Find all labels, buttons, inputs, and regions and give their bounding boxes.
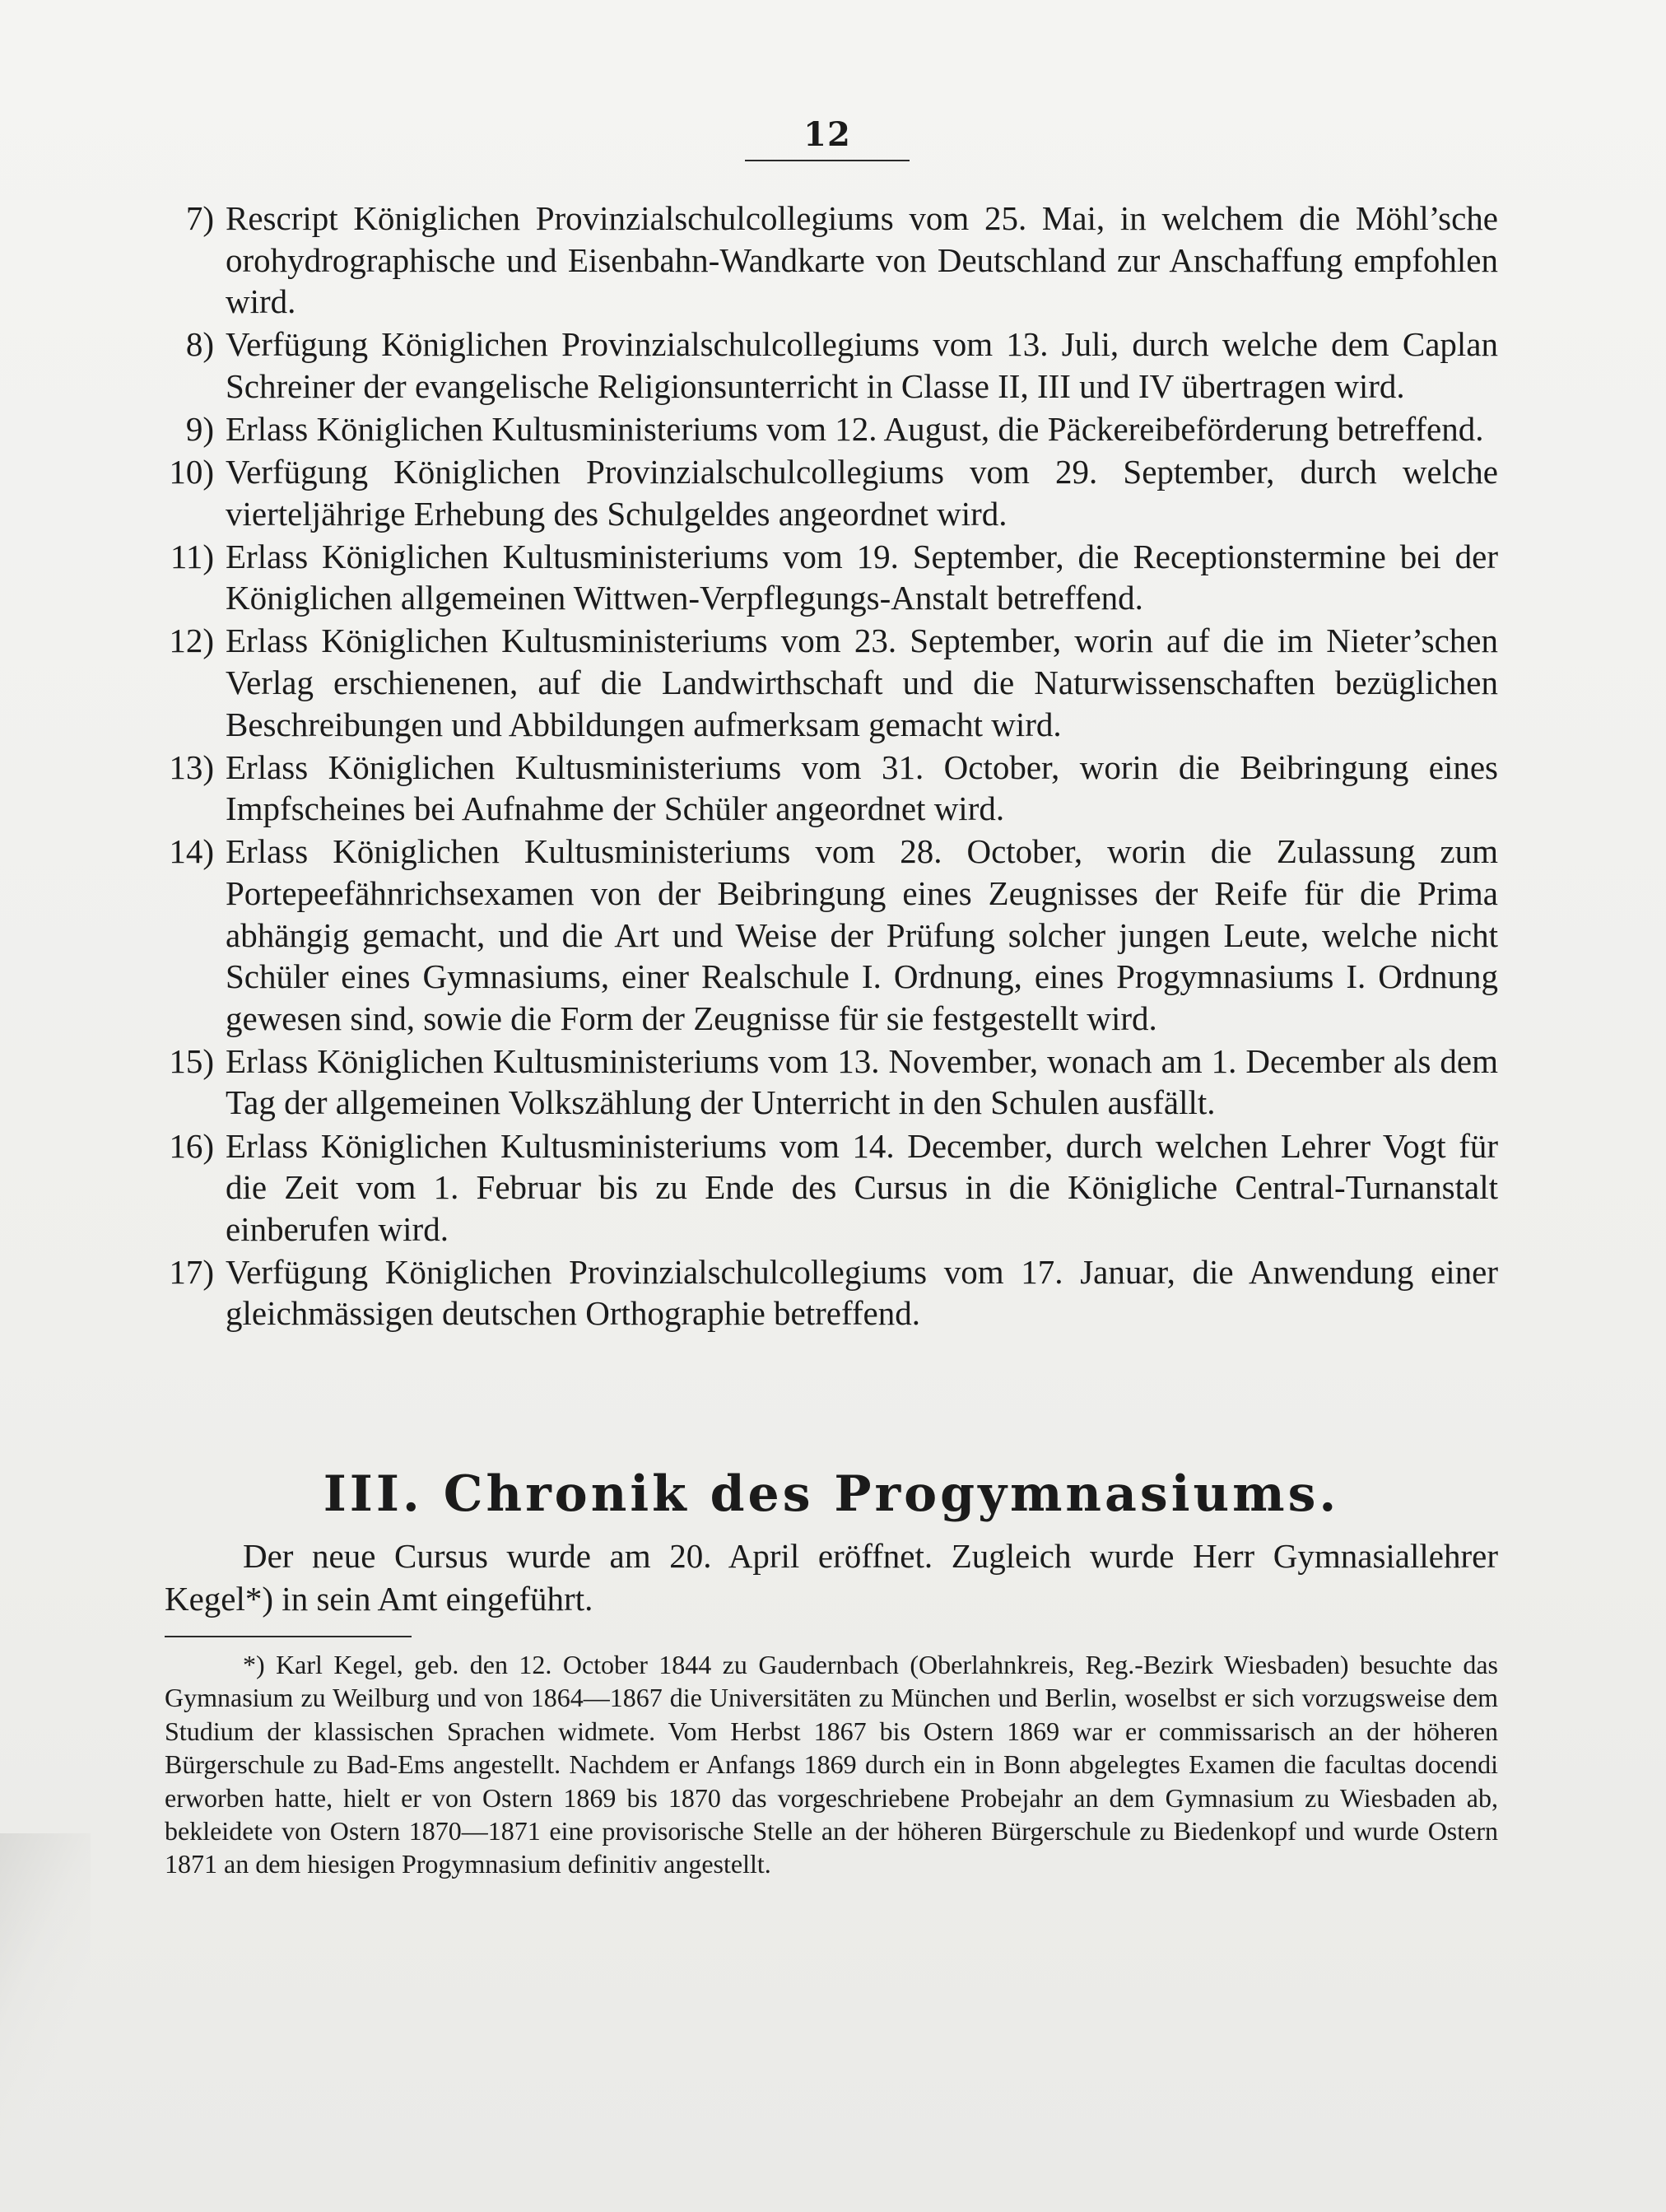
list-item <box>165 324 1498 407</box>
item-text: Erlass Königlichen Kultusministeriums vom 14. December, durch welchen Lehrer Vogt für die Zeit vom 1. Februar bis zu Ende des Cursus in die Königliche Central-Turnanstalt einberufen wird. <box>226 1126 1498 1248</box>
item-number: 7) <box>185 199 214 237</box>
chapter-heading: III. Chronik des Progymnasiums. <box>323 1465 1340 1523</box>
list-item <box>165 408 1498 450</box>
item-number: 17) <box>169 1252 214 1291</box>
item-text: Erlass Königlichen Kultusministeriums vom 23. September, worin auf die im Nieter’schen Verlag erschienenen, auf die Landwirthschaft und die Naturwissenschaften bezüglichen Beschreibungen und Abbildungen aufmerksam gemacht wird. <box>226 622 1498 743</box>
decree-list <box>165 198 1498 1336</box>
item-text: Erlass Königlichen Kultusministeriums vom 28. October, worin die Zulassung zum Portepeefähnrichsexamen von der Beibringung eines Zeugnisses der Reife für die Prima abhängig gemacht, und die Art und Weise der Prüfung solcher jungen Leute, welche nicht Schüler eines Gymnasiums, einer Realschule I. Ordnung, eines Progymnasiums I. Ordnung gewesen sind, sowie die Form der Zeugnisse für sie festgestellt wird. <box>226 832 1498 1037</box>
item-text: Verfügung Königlichen Provinzialschulcollegiums vom 13. Juli, durch welche dem Caplan Schreiner der evangelische Religionsunterricht in Classe II, III und IV übertragen wird. <box>226 325 1498 405</box>
item-text: Erlass Königlichen Kultusministeriums vom 19. September, die Receptionstermine bei der Königlichen allgemeinen Wittwen-Verpflegungs-Anstalt betreffend. <box>226 537 1498 617</box>
item-number: 16) <box>169 1126 214 1165</box>
list-item <box>165 1125 1498 1250</box>
list-item <box>165 451 1498 534</box>
item-number: 10) <box>169 453 214 491</box>
list-item <box>165 1041 1498 1124</box>
page-number: 12 <box>803 115 851 154</box>
list-item <box>165 198 1498 323</box>
footnote-rule <box>165 1636 412 1637</box>
item-number: 11) <box>170 537 214 575</box>
item-number: 14) <box>169 832 214 871</box>
item-number: 8) <box>185 325 214 364</box>
item-number: 12) <box>169 622 214 660</box>
page-edge-shadow <box>0 1833 91 2212</box>
item-text: Rescript Königlichen Provinzialschulcollegiums vom 25. Mai, in welchem die Möhl’sche orohydrographische und Eisenbahn-Wandkarte von Deutschland zur Anschaffung empfohlen wird. <box>226 199 1498 321</box>
list-item <box>165 1251 1498 1334</box>
item-text: Verfügung Königlichen Provinzialschulcollegiums vom 29. September, durch welche vierteljährige Erhebung des Schulgeldes angeordnet wird. <box>226 453 1498 533</box>
item-number: 9) <box>185 409 214 448</box>
list-item <box>165 831 1498 1039</box>
list-item <box>165 747 1498 830</box>
intro-paragraph: Der neue Cursus wurde am 20. April eröffnet. Zugleich wurde Herr Gymnasiallehrer Kegel*) in sein Amt eingeführt. <box>165 1537 1498 1618</box>
item-text: Verfügung Königlichen Provinzialschulcollegiums vom 17. Januar, die Anwendung einer gleichmässigen deutschen Orthographie betreffend. <box>226 1252 1498 1333</box>
list-item <box>165 536 1498 619</box>
item-number: 13) <box>169 747 214 786</box>
list-item <box>165 620 1498 745</box>
item-number: 15) <box>169 1041 214 1080</box>
item-text: Erlass Königlichen Kultusministeriums vom 12. August, die Päckereibeförderung betreffend. <box>226 409 1484 448</box>
item-text: Erlass Königlichen Kultusministeriums vom 13. November, wonach am 1. December als dem Tag der allgemeinen Volkszählung der Unterricht in den Schulen ausfällt. <box>226 1041 1498 1122</box>
footnote: *) Karl Kegel, geb. den 12. October 1844 zu Gaudernbach (Oberlahnkreis, Reg.-Bezirk Wiesbaden) besuchte das Gymnasium zu Weilburg und von 1864—1867 die Universitäten zu München und Berlin, woselbst er sich vorzugsweise dem Studium der klassischen Sprachen widmete. Vom Herbst 1867 bis Ostern 1869 war er commissarisch an der höheren Bürgerschule zu Bad-Ems angestellt. Nachdem er Anfangs 1869 durch ein in Bonn abgelegtes Examen die facultas docendi erworben hatte, hielt er von Ostern 1869 bis 1870 das vorgeschriebene Probejahr an dem Gymnasium zu Wiesbaden ab, bekleidete von Ostern 1870—1871 eine provisorische Stelle an der höheren Bürgerschule zu Biedenkopf und wurde Ostern 1871 an dem hiesigen Progymnasium definitiv angestellt. <box>165 1650 1498 1879</box>
item-text: Erlass Königlichen Kultusministeriums vom 31. October, worin die Beibringung eines Impfscheines bei Aufnahme der Schüler angeordnet wird. <box>226 747 1498 828</box>
page-number-rule <box>745 160 910 161</box>
